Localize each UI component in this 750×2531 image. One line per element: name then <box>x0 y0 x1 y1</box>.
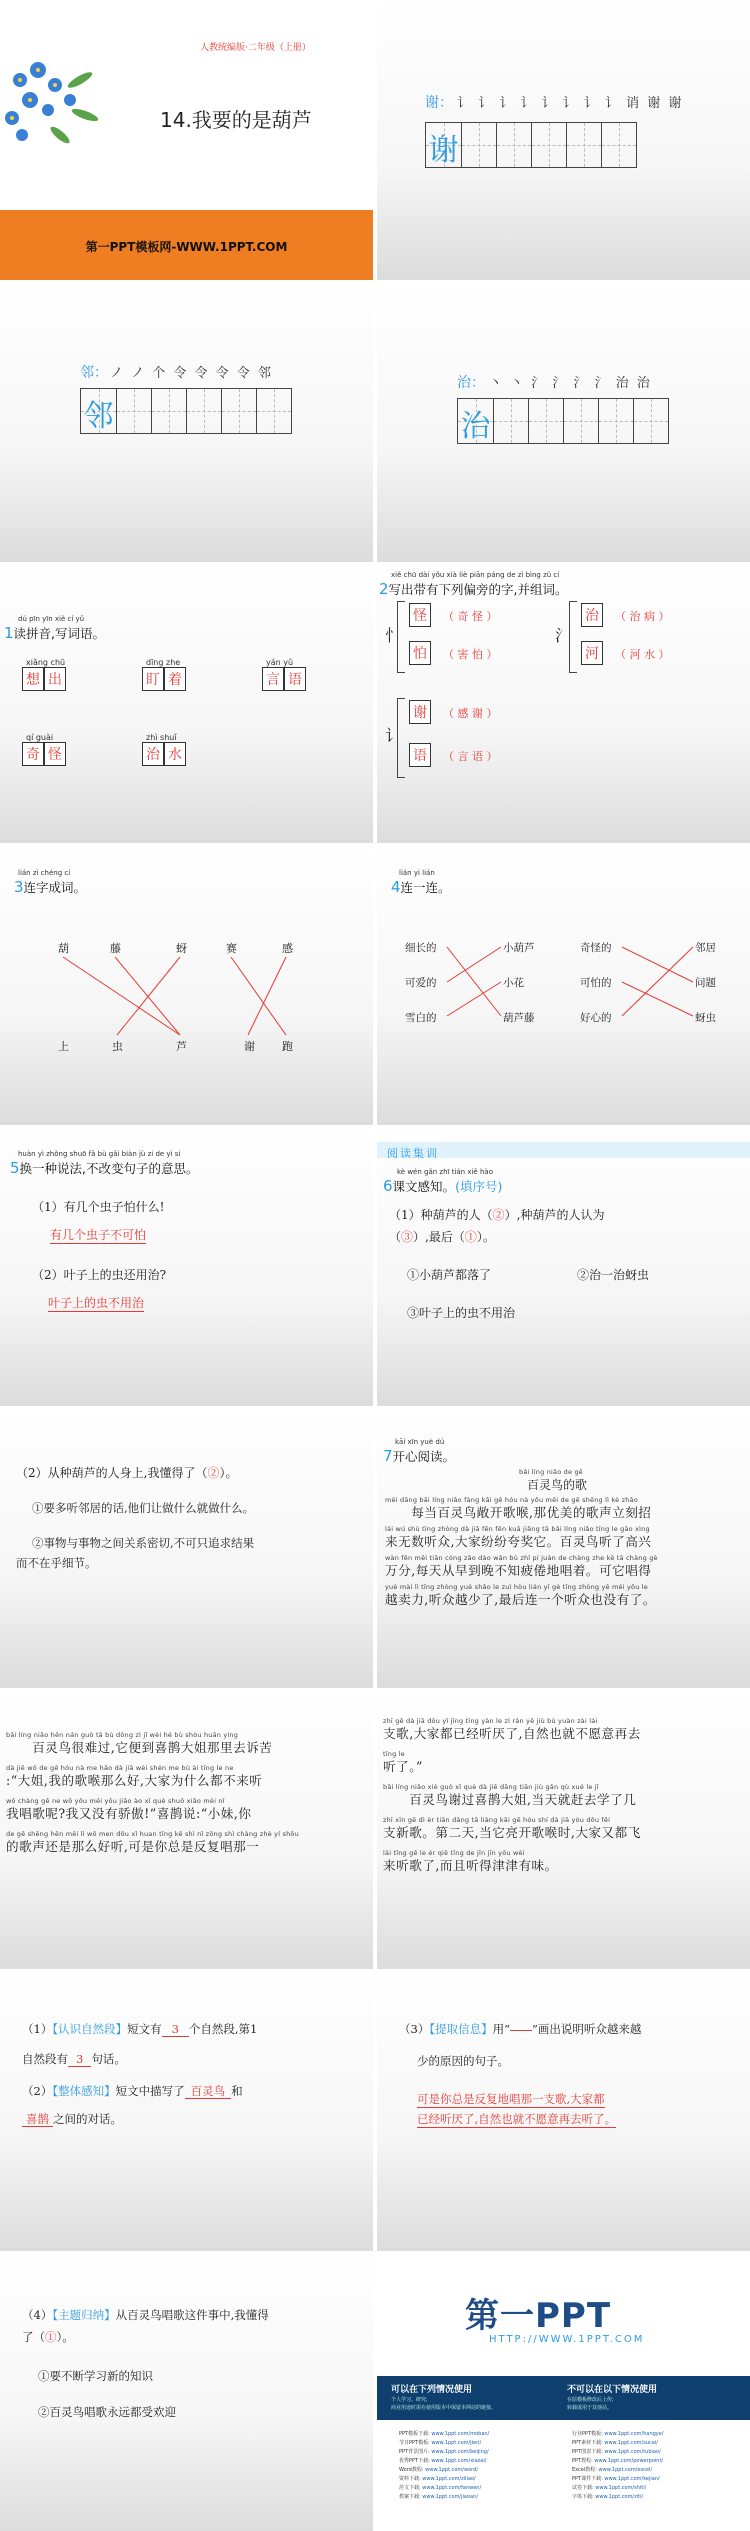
q-text: 短文有 <box>127 2022 162 2036</box>
answer: 喜鹊 <box>22 2112 53 2127</box>
link-row[interactable]: 节日PPT模板: www.1ppt.com/jieri/ <box>399 2440 482 2446</box>
question-1: （1）有几个虫子怕什么! <box>32 1200 165 1214</box>
word-right: 小花 <box>503 977 524 989</box>
char-label: 治： <box>457 375 485 391</box>
brace <box>569 601 577 673</box>
radical: 讠 <box>385 726 402 745</box>
story-line: 支歌,大家都已经听厌了,自然也就不愿意再去 <box>383 1726 641 1741</box>
word-left: 可怕的 <box>580 977 612 989</box>
brace <box>397 601 405 673</box>
heading-pinyin: kè wén gǎn zhī tián xiě hào <box>397 1168 493 1176</box>
word-right: 葫芦藤 <box>503 1012 535 1024</box>
word-item <box>142 658 186 691</box>
top-char: 赛 <box>226 942 237 955</box>
answer-char: 怪 <box>44 742 66 766</box>
link-row[interactable]: PPT素材下载: www.1ppt.com/sucai/ <box>572 2440 658 2446</box>
link-row[interactable]: 资料下载: www.1ppt.com/ziliao/ <box>399 2476 476 2482</box>
slide-story-3 <box>377 1689 750 1969</box>
link-row[interactable]: 字体下载: www.1ppt.com/ziti/ <box>572 2494 644 2500</box>
lesson-title: 14.我要的是葫芦 <box>160 108 312 132</box>
question-number: 7 <box>383 1447 393 1465</box>
flower-bouquet-image <box>0 40 120 160</box>
bottom-char: 跑 <box>282 1040 293 1053</box>
tag: 【提取信息】 <box>429 2022 493 2036</box>
q-text: ）。 <box>476 1230 495 1244</box>
link-row[interactable]: PPT教程: www.1ppt.com/powerpoint/ <box>572 2458 664 2464</box>
answer-char: 语 <box>284 667 306 691</box>
slide-questions-1-2 <box>0 1971 373 2251</box>
q-text: ）,最后（ <box>413 1230 465 1244</box>
line-pinyin: zhī gē dà jiā dōu yǐ jīng tīng yàn le zì rán yě jiù bù yuàn zài lái <box>383 1717 598 1725</box>
links-col-1 <box>399 2430 489 2502</box>
option-2: ②百灵鸟唱歌永远都受欢迎 <box>38 2405 176 2419</box>
word-left: 细长的 <box>405 942 437 954</box>
heading-text: 读拼音,写词语。 <box>13 626 106 641</box>
question-number: 5 <box>10 1159 20 1177</box>
tag: 【主题归纳】 <box>52 2308 116 2322</box>
title-pinyin: bǎi líng niǎo de gē <box>519 1468 583 1476</box>
banner-text: 阅读集训 <box>387 1147 439 1160</box>
answer-2: 叶子上的虫不用治 <box>48 1296 145 1310</box>
answer-char: 想 <box>22 667 44 691</box>
line-pinyin: de gē shēng hěn měi lì wǒ men dōu xǐ huan tīng kě shì nǐ zǒng shì chàng zhè yí shǒu <box>6 1830 299 1838</box>
option-2-cont: 而不在乎细节。 <box>16 1556 97 1570</box>
word-right: 邻居 <box>695 942 716 954</box>
heading-text: 连一连。 <box>400 880 451 895</box>
q-text: （2） <box>22 2084 53 2098</box>
stroke-order: 丶 丶 氵 氵 氵 氵 治 治 <box>489 376 652 391</box>
q-text: 和 <box>231 2084 243 2098</box>
answer-1: 有几个虫子不可怕 <box>50 1228 147 1242</box>
story-line: 我唱歌呢?我又没有骄傲!”喜鹊说:“小妹,你 <box>6 1806 252 1821</box>
word-right: 小葫芦 <box>503 942 535 954</box>
textbook-label: 人教统编版·二年级（上册） <box>200 43 311 53</box>
link-row[interactable]: 行业PPT模板: www.1ppt.com/hangye/ <box>572 2431 664 2437</box>
answer-char: 着 <box>164 667 186 691</box>
cannot-use-2: 转载或用于其他站。 <box>567 2405 613 2411</box>
tag: 【认识自然段】 <box>52 2022 128 2036</box>
story-line: 来无数听众,大家纷纷夸奖它。百灵鸟听了高兴 <box>385 1534 652 1549</box>
q-text: 短文中描写了 <box>115 2084 185 2098</box>
info-panel <box>377 2376 750 2531</box>
slide-title <box>0 0 373 280</box>
q-text: （ <box>389 1230 402 1244</box>
heading-pinyin: lián yi lián <box>399 869 435 877</box>
link-row[interactable]: PPT图表下载: www.1ppt.com/tubiao/ <box>572 2449 661 2455</box>
answer-line-2: 已经听厌了,自然也就不愿意再去听了。 <box>417 2112 617 2126</box>
word-left: 奇怪的 <box>580 942 612 954</box>
word-item <box>22 658 66 691</box>
links-area <box>377 2420 750 2531</box>
slide-story-2 <box>0 1689 373 1969</box>
site-url[interactable]: HTTP://WWW.1PPT.COM <box>489 2334 645 2345</box>
radical: 忄 <box>385 626 402 645</box>
slide-pinyin-words <box>0 563 373 843</box>
link-row[interactable]: 优秀PPT下载: www.1ppt.com/xiazai/ <box>399 2458 487 2464</box>
story-line: 来听歌了,而且听得津津有味。 <box>383 1858 558 1873</box>
heading-pinyin: huàn yì zhǒng shuō fǎ bù gǎi biàn jù zi de yì si <box>18 1150 181 1158</box>
story-line: 的歌声还是那么好听,可是你总是反复唱那一 <box>6 1839 260 1854</box>
answer-word: （ 感 谢 ） <box>443 707 498 720</box>
word-item <box>22 733 66 766</box>
q-text: 少的原因的句子。 <box>417 2054 509 2068</box>
answer-char: 语 <box>409 743 431 767</box>
option-1: ①要多听邻居的话,他们让做什么就做什么。 <box>32 1501 255 1515</box>
writing-grid <box>425 122 637 168</box>
line-pinyin: bǎi líng niǎo xiè guò xǐ què dà jiě dāng tiān jiù gǎn qù xué le jǐ <box>383 1783 599 1791</box>
brace <box>397 698 405 778</box>
connect-lines <box>0 845 373 1125</box>
q-text: （4） <box>22 2308 53 2322</box>
link-row[interactable]: 范文下载: www.1ppt.com/fanwen/ <box>399 2485 482 2491</box>
word-item <box>262 658 306 691</box>
orange-banner <box>0 210 373 280</box>
line-pinyin: yuè mài lì tīng zhòng yuè shǎo le zuì hòu lián yī gè tīng zhòng yě méi yǒu le <box>385 1583 649 1591</box>
line-pinyin: zhī xīn gē dì èr tiān dāng tā liàng kāi gē hóu shí dà jiā yòu dōu fēi <box>383 1816 611 1824</box>
top-char: 感 <box>282 942 293 955</box>
option-2: ②事物与事物之间关系密切,不可只追求结果 <box>32 1536 255 1550</box>
answer: 百灵鸟 <box>185 2084 232 2099</box>
answer: ② <box>207 1466 220 1480</box>
slide-happy-reading <box>377 1408 750 1688</box>
q-text: ）。 <box>56 2330 74 2344</box>
banner-text: 第一PPT模板网-WWW.1PPT.COM <box>85 240 288 254</box>
word-left: 可爱的 <box>405 977 437 989</box>
top-char: 蚜 <box>176 942 187 955</box>
answer-word: （ 奇 怪 ） <box>443 610 498 623</box>
answer: 3 <box>68 2052 91 2067</box>
word-pinyin: yán yǔ <box>266 658 294 667</box>
q-text: 句话。 <box>91 2052 126 2066</box>
q-text: （2）从种葫芦的人身上,我懂得了（ <box>16 1466 208 1480</box>
q-text: 从百灵鸟唱歌这件事中,我懂得 <box>115 2308 269 2322</box>
option-1: ①要不断学习新的知识 <box>38 2369 153 2383</box>
stroke-order: 讠 讠 讠 讠 讠 讠 讠 讠 诮 谢 谢 <box>457 96 684 111</box>
top-char: 藤 <box>110 942 121 955</box>
link-row[interactable]: Word教程: www.1ppt.com/word/ <box>399 2467 478 2473</box>
heading-text: 写出带有下列偏旁的字,并组词。 <box>388 582 568 597</box>
model-char: 邻 <box>83 399 114 434</box>
link-row[interactable]: PPT模板下载: www.1ppt.com/moban/ <box>399 2431 490 2437</box>
tag: 【整体感知】 <box>52 2084 116 2098</box>
link-row[interactable]: 教案下载: www.1ppt.com/jiaoan/ <box>399 2494 478 2500</box>
answer-char: 河 <box>581 641 603 665</box>
link-row[interactable]: PPT课件下载: www.1ppt.com/kejian/ <box>572 2476 660 2482</box>
word-right: 蚜虫 <box>695 1012 716 1024</box>
bottom-char: 上 <box>58 1040 69 1053</box>
slide-stroke-lin <box>0 282 373 562</box>
model-char: 治 <box>460 409 491 444</box>
option-2: ②治一治蚜虫 <box>577 1268 650 1282</box>
line-pinyin: lái wú shù tīng zhòng dà jiā fēn fēn kuā jiǎng tā bǎi líng niǎo tīng le gāo xìng <box>385 1525 650 1533</box>
story-title: 百灵鸟的歌 <box>527 1478 588 1492</box>
slide-question-4 <box>0 2252 373 2531</box>
bottom-char: 谢 <box>244 1040 255 1053</box>
q-text: （1）种葫芦的人（ <box>389 1208 493 1222</box>
answer-char: 出 <box>44 667 66 691</box>
q-text: 之间的对话。 <box>53 2112 122 2126</box>
bottom-char: 芦 <box>176 1040 187 1053</box>
answer-char: 治 <box>581 603 603 627</box>
answer-word: （ 害 怕 ） <box>443 648 498 661</box>
can-use-2: 商业用途时需在使用版本中保留本网站的链接。 <box>391 2405 497 2411</box>
heading-pinyin: dú pīn yīn xiě cí yǔ <box>18 615 85 623</box>
word-pinyin: zhì shuǐ <box>146 733 177 742</box>
story-line: 每当百灵鸟敞开歌喉,那优美的歌声立刻招 <box>385 1505 652 1520</box>
answer: ② <box>492 1208 505 1222</box>
answer-char: 盯 <box>142 667 164 691</box>
slide-lesson-q2 <box>0 1408 373 1688</box>
slide-text-perception <box>377 1126 750 1406</box>
line-pinyin: tīng le <box>383 1750 405 1758</box>
writing-grid <box>80 388 292 434</box>
slide-question-3 <box>377 1971 750 2251</box>
bottom-char: 虫 <box>112 1040 123 1053</box>
answer-char: 奇 <box>22 742 44 766</box>
slide-connect-chars <box>0 845 373 1125</box>
heading-text: 换一种说法,不改变句子的意思。 <box>19 1161 199 1176</box>
answer-char: 水 <box>164 742 186 766</box>
question-number: 4 <box>391 878 401 896</box>
can-use-heading: 可以在下列情况使用 <box>391 2385 473 2395</box>
answer-char: 怪 <box>409 603 431 627</box>
writing-grid <box>457 398 669 444</box>
links-col-2 <box>572 2430 664 2502</box>
q-text: ”画出说明听众越来越 <box>531 2022 642 2036</box>
line-pinyin: měi dāng bǎi líng niǎo fàng kāi gē hóu nà yōu měi de gē shēng lì kè zhāo <box>385 1496 638 1504</box>
stroke-order: ノ ノ 个 令 令 令 令 邻 <box>110 366 273 381</box>
word-pinyin: xiǎng chū <box>26 658 66 667</box>
story-line: 百灵鸟很难过,它便到喜鹊大姐那里去诉苦 <box>6 1740 273 1755</box>
word-pinyin: qí guài <box>26 733 54 742</box>
slide-ad <box>377 2252 750 2531</box>
heading-text: 开心阅读。 <box>392 1449 456 1464</box>
heading-text: 连字成词。 <box>23 880 87 895</box>
link-row[interactable]: PPT背景图片: www.1ppt.com/beijing/ <box>399 2449 489 2455</box>
slide-stroke-zhi <box>377 282 750 562</box>
can-use-1: 个人学习、研究; <box>391 2397 428 2403</box>
answer-char: 治 <box>142 742 164 766</box>
answer: ① <box>45 2330 57 2344</box>
story-line: 百灵鸟谢过喜鹊大姐,当天就赶去学了几 <box>383 1792 637 1807</box>
q-text: 自然段有 <box>22 2052 68 2066</box>
story-line: 越卖力,听众越少了,最后连一个听众也没有了。 <box>385 1592 656 1607</box>
story-line: 支新歌。第二天,当它亮开歌喉时,大家又都飞 <box>383 1825 641 1840</box>
cannot-use-1: 在原模板修改后上传; <box>567 2397 614 2403</box>
word-left: 好心的 <box>580 1012 612 1024</box>
story-line: 听了。” <box>383 1759 423 1774</box>
question-number: 6 <box>383 1177 393 1195</box>
q-text: 用“ <box>492 2022 510 2036</box>
word-item <box>142 733 186 766</box>
answer-word: （ 河 水 ） <box>615 648 670 661</box>
line-pinyin: wàn fēn měi tiān cóng zǎo dào wǎn bù zhī pí juàn de chàng zhe kě tā chàng gè <box>385 1554 658 1562</box>
question-number: 1 <box>4 624 14 642</box>
heading-pinyin: lián zì chéng cí <box>18 869 71 877</box>
q-text: ）。 <box>219 1466 238 1480</box>
answer-char: 怕 <box>409 641 431 665</box>
answer-line-1: 可是你总是反复地唱那一支歌,大家都 <box>417 2092 605 2106</box>
slide-connect-words <box>377 845 750 1125</box>
char-label: 邻： <box>80 365 108 381</box>
cannot-use-heading: 不可以在以下情况使用 <box>567 2385 658 2395</box>
q-text: 个自然段,第1 <box>188 2022 258 2036</box>
heading-text: 课文感知。 <box>392 1179 456 1194</box>
question-2: （2）叶子上的虫还用治? <box>32 1268 167 1282</box>
word-left: 雪白的 <box>405 1012 437 1024</box>
word-pinyin: dīng zhe <box>146 658 181 667</box>
answer: ③ <box>401 1230 414 1244</box>
option-1: ①小葫芦都落了 <box>407 1268 492 1282</box>
answer-char: 谢 <box>409 700 431 724</box>
line-pinyin: bǎi líng niǎo hěn nán guò tā bù dǒng zì jǐ wèi hé bù shòu huān yíng <box>6 1731 239 1739</box>
q-text: （1） <box>22 2022 53 2036</box>
line-pinyin: lái tīng gē le ér qiě tīng de jīn jīn yǒu wèi <box>383 1849 525 1857</box>
answer-word: （ 治 病 ） <box>615 610 670 623</box>
fill-hint: (填序号) <box>455 1179 503 1194</box>
radical: 氵 <box>555 626 572 645</box>
answer-char: 言 <box>262 667 284 691</box>
connect-lines <box>377 845 750 1125</box>
char-label: 谢： <box>425 95 453 111</box>
site-logo: 第一PPT <box>465 2296 612 2336</box>
line-pinyin: wǒ chàng gē ne wǒ yǒu méi yǒu jiāo ào xǐ què shuō xiǎo mèi nǐ <box>6 1797 225 1805</box>
link-row[interactable]: 试卷下载: www.1ppt.com/shiti/ <box>572 2485 647 2491</box>
top-char: 葫 <box>58 942 69 955</box>
q-text: 了（ <box>22 2330 45 2344</box>
reading-banner <box>377 1142 750 1158</box>
slide-radicals <box>377 563 750 843</box>
link-row[interactable]: Excel教程: www.1ppt.com/excel/ <box>572 2467 653 2473</box>
slide-stroke-xie <box>377 0 750 280</box>
question-number: 2 <box>379 580 389 598</box>
underline-sample <box>510 2030 532 2031</box>
answer: ① <box>464 1230 477 1244</box>
word-right: 问题 <box>695 977 716 989</box>
answer-word: （ 言 语 ） <box>443 750 498 763</box>
heading-pinyin: xiě chū dài yǒu xià liè piān páng de zì bìng zǔ cí <box>391 571 560 579</box>
heading-pinyin: kāi xīn yuè dú <box>395 1438 445 1446</box>
question-number: 3 <box>14 878 24 896</box>
story-line: 万分,每天从早到晚不知疲倦地唱着。可它唱得 <box>385 1563 652 1578</box>
slide-rephrase <box>0 1126 373 1406</box>
line-pinyin: dà jiě wǒ de gē hóu nà me hǎo dà jiā wèi shén me bù ài tīng le ne <box>6 1764 234 1772</box>
q-text: （3） <box>399 2022 430 2036</box>
option-3: ③叶子上的虫不用治 <box>407 1306 516 1320</box>
answer: 3 <box>162 2022 189 2037</box>
story-line: :“大姐,我的歌喉那么好,大家为什么都不来听 <box>6 1773 263 1788</box>
q-text: ）,种葫芦的人认为 <box>504 1208 605 1222</box>
model-char: 谢 <box>428 133 459 168</box>
